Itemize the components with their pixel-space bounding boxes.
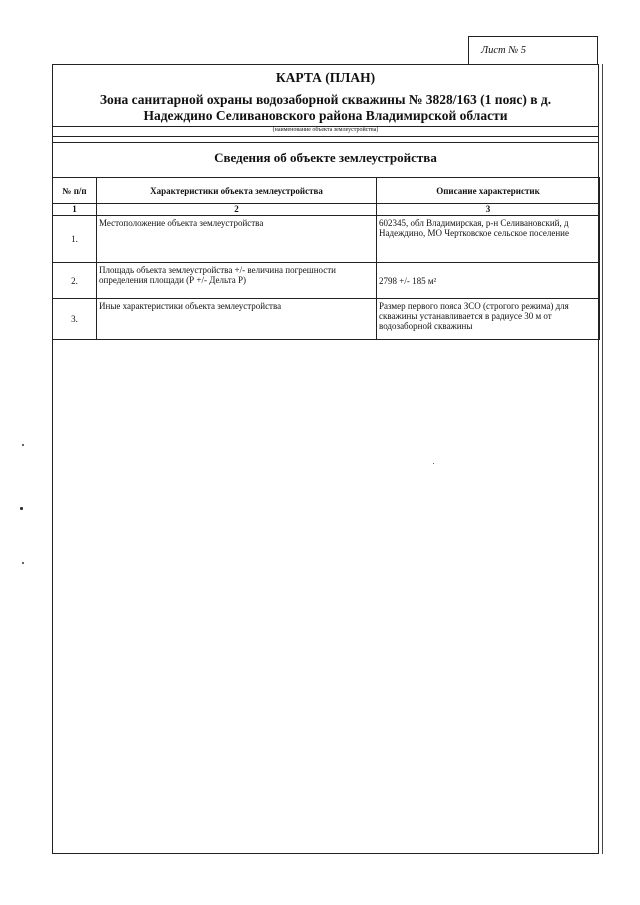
- row-number: 3.: [53, 299, 97, 340]
- row-description: 602345, обл Владимирская, р-н Селивановский, д Надеждино, МО Чертковское сельское поселение: [377, 216, 600, 263]
- row-description: Размер первого пояса ЗСО (строгого режима) для скважины устанавливается в радиусе 30 м от водозаборной скважины: [377, 299, 600, 340]
- row-characteristic: Площадь объекта землеустройства +/- величина погрешности определения площади (Р +/- Дельта Р): [97, 263, 377, 299]
- scan-speck: [433, 463, 434, 464]
- section-title: Сведения об объекте землеустройства: [214, 150, 437, 165]
- row-characteristic: Местоположение объекта землеустройства: [97, 216, 377, 263]
- col-number-3: 3: [377, 204, 600, 216]
- scan-speck: [22, 444, 24, 446]
- table-row: [53, 263, 600, 299]
- divider-bottom: [52, 142, 599, 143]
- row-description: 2798 +/- 185 м²: [377, 263, 600, 299]
- col-number-1: 1: [53, 204, 97, 216]
- col-header-characteristic: Характеристики объекта землеустройства: [97, 178, 377, 204]
- table-row: [53, 299, 600, 340]
- row-number: 2.: [53, 263, 97, 299]
- col-header-description: Описание характеристик: [377, 178, 600, 204]
- row-characteristic: Иные характеристики объекта землеустройства: [97, 299, 377, 340]
- document-subtitle-line-1: Зона санитарной охраны водозаборной скважины № 3828/163 (1 пояс) в д.: [99, 92, 552, 107]
- document-subtitle-line-2: Надеждино Селивановского района Владимирской области: [143, 108, 508, 123]
- row-number: 1.: [53, 216, 97, 263]
- sheet-number-label: Лист № 5: [468, 36, 598, 64]
- col-number-2: 2: [97, 204, 377, 216]
- scan-speck: [20, 507, 23, 510]
- document-title: КАРТА (ПЛАН): [275, 70, 376, 85]
- column-number-row: [53, 204, 600, 216]
- properties-table: [52, 177, 600, 340]
- scan-speck: [22, 562, 24, 564]
- divider-top: [52, 136, 599, 137]
- object-name-caption: (наименование объекта землеустройства): [272, 127, 379, 133]
- col-header-number: № п/п: [53, 178, 97, 204]
- frame-edge-line: [602, 64, 603, 854]
- table-header-row: [53, 178, 600, 204]
- table-row: [53, 216, 600, 263]
